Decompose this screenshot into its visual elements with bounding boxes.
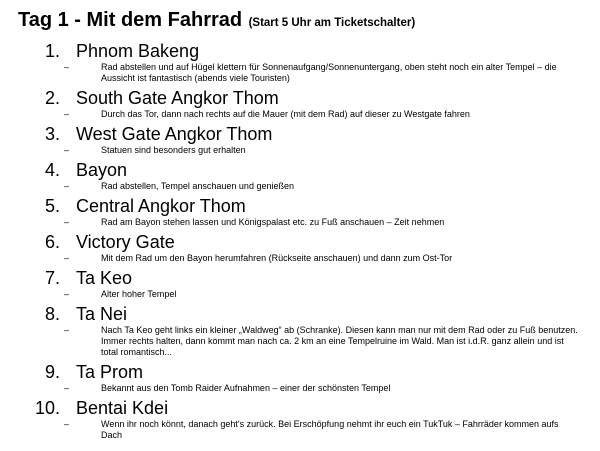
item-description xyxy=(0,419,600,441)
item-number: 2. xyxy=(44,88,60,108)
item-description-text: Durch das Tor, dann nach rechts auf die Mauer (mit dem Rad) auf dieser zu Westgate fahren xyxy=(101,109,470,119)
item-heading xyxy=(0,87,600,109)
title-main: Tag 1 - Mit dem Fahrrad xyxy=(18,9,243,31)
list-item xyxy=(0,267,600,300)
item-heading xyxy=(0,267,600,289)
item-number: 6. xyxy=(44,232,60,252)
itinerary-list xyxy=(0,40,600,444)
item-description xyxy=(0,217,600,228)
item-number: 3. xyxy=(44,124,60,144)
item-number: 7. xyxy=(44,268,60,288)
item-title: Central Angkor Thom xyxy=(76,196,246,216)
item-heading xyxy=(0,231,600,253)
item-description xyxy=(0,181,600,192)
item-title: Phnom Bakeng xyxy=(76,41,200,61)
item-description-text: Wenn ihr noch könnt, danach geht's zurück. Bei Erschöpfung nehmt ihr euch ein TukTuk – Fahrräder kommen aufs Dach xyxy=(101,419,559,440)
bullet-dash: – xyxy=(64,419,70,429)
item-description-text: Nach Ta Keo geht links ein kleiner „Waldweg“ ab (Schranke). Diesen kann man nur mit dem Rad oder zu Fuß benutzen. Immer rechts halten, dann kommt man nach ca. 2 km an eine Tempelruine im Wald. Man ist i.d.R. ganz allein und ist total romantisch... xyxy=(101,325,578,357)
item-description-text: Alter hoher Tempel xyxy=(101,289,177,299)
item-description xyxy=(0,62,600,84)
item-title: Ta Prom xyxy=(76,362,144,382)
bullet-dash: – xyxy=(64,253,70,263)
item-description xyxy=(0,253,600,264)
item-description-text: Statuen sind besonders gut erhalten xyxy=(101,145,246,155)
item-heading xyxy=(0,159,600,181)
list-item xyxy=(0,159,600,192)
item-description-text: Mit dem Rad um den Bayon herumfahren (Rückseite anschauen) und dann zum Ost-Tor xyxy=(101,253,453,263)
item-number: 9. xyxy=(44,362,60,382)
item-heading xyxy=(0,303,600,325)
item-heading xyxy=(0,40,600,62)
item-description xyxy=(0,109,600,120)
item-title: West Gate Angkor Thom xyxy=(76,124,273,144)
list-item xyxy=(0,123,600,156)
page-title xyxy=(18,9,415,32)
item-title: Bayon xyxy=(76,160,128,180)
bullet-dash: – xyxy=(64,62,70,72)
list-item xyxy=(0,40,600,84)
item-number: 1. xyxy=(44,41,60,61)
item-description xyxy=(0,383,600,394)
item-description-text: Rad am Bayon stehen lassen und Königspalast etc. zu Fuß anschauen – Zeit nehmen xyxy=(101,217,445,227)
bullet-dash: – xyxy=(64,289,70,299)
item-title: South Gate Angkor Thom xyxy=(76,88,279,108)
list-item xyxy=(0,397,600,441)
item-heading xyxy=(0,123,600,145)
item-number: 8. xyxy=(44,304,60,324)
list-item xyxy=(0,195,600,228)
bullet-dash: – xyxy=(64,217,70,227)
item-number: 5. xyxy=(44,196,60,216)
bullet-dash: – xyxy=(64,145,70,155)
item-heading xyxy=(0,397,600,419)
item-number: 4. xyxy=(44,160,60,180)
bullet-dash: – xyxy=(64,325,70,335)
item-description-text: Rad abstellen und auf Hügel klettern für Sonnenaufgang/Sonnenuntergang, oben steht noch ein alter Tempel – die Aussicht ist fantastisch (abends viele Touristen) xyxy=(101,62,557,83)
item-description-text: Bekannt aus den Tomb Raider Aufnahmen – einer der schönsten Tempel xyxy=(101,383,391,393)
item-description xyxy=(0,145,600,156)
item-heading xyxy=(0,195,600,217)
list-item xyxy=(0,303,600,358)
bullet-dash: – xyxy=(64,383,70,393)
list-item xyxy=(0,87,600,120)
list-item xyxy=(0,231,600,264)
item-title: Ta Nei xyxy=(76,304,128,324)
item-title: Victory Gate xyxy=(76,232,175,252)
item-title: Ta Keo xyxy=(76,268,133,288)
bullet-dash: – xyxy=(64,109,70,119)
item-number: 10. xyxy=(34,398,60,418)
item-description-text: Rad abstellen, Tempel anschauen und genießen xyxy=(101,181,294,191)
item-heading xyxy=(0,361,600,383)
bullet-dash: – xyxy=(64,181,70,191)
item-description xyxy=(0,325,600,358)
item-description xyxy=(0,289,600,300)
list-item xyxy=(0,361,600,394)
item-title: Bentai Kdei xyxy=(76,398,169,418)
title-subtitle: (Start 5 Uhr am Ticketschalter) xyxy=(248,17,416,29)
